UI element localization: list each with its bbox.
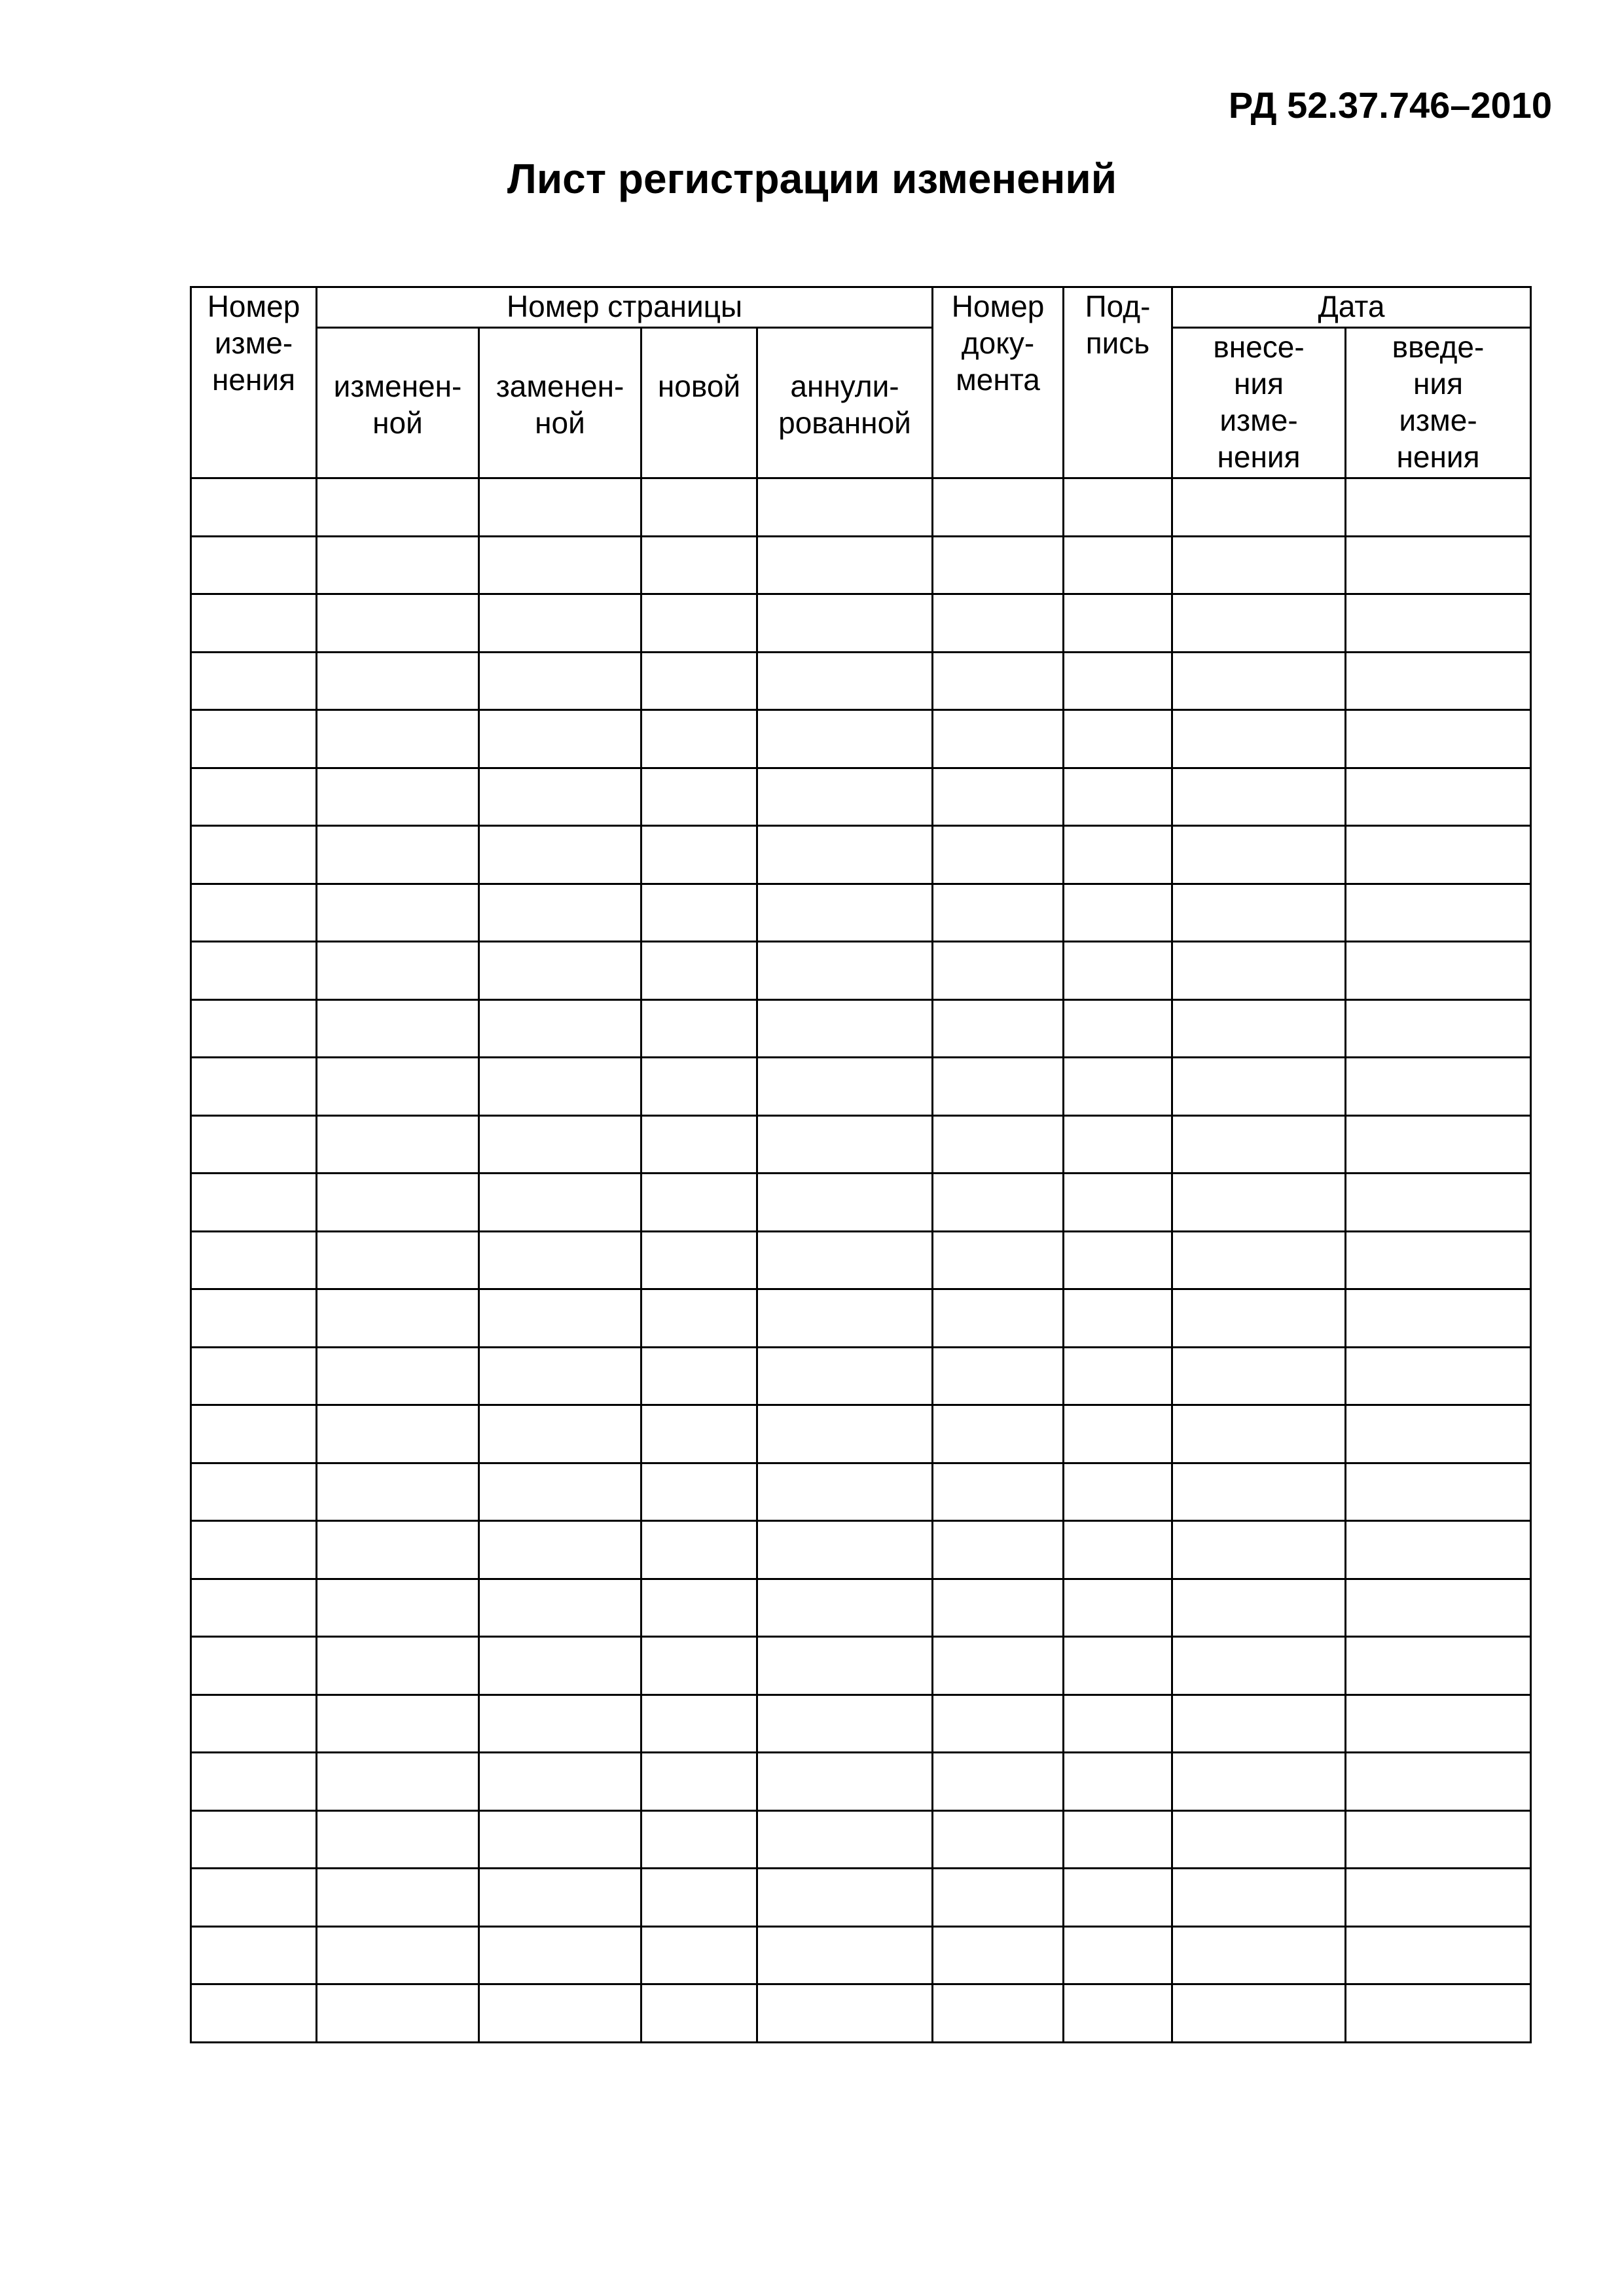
table-cell	[641, 999, 757, 1058]
table-cell	[933, 1984, 1064, 2043]
header-date-effective: введе- ния изме- нения	[1346, 328, 1531, 478]
table-cell	[757, 1405, 933, 1463]
table-cell	[757, 1984, 933, 2043]
table-cell	[1346, 710, 1531, 768]
table-cell	[933, 536, 1064, 594]
table-cell	[317, 710, 479, 768]
table-cell	[1172, 710, 1346, 768]
table-cell	[317, 1289, 479, 1348]
table-cell	[1064, 1521, 1172, 1579]
table-cell	[191, 1579, 317, 1637]
table-cell	[317, 1984, 479, 2043]
table-cell	[479, 1463, 641, 1521]
table-cell	[1172, 478, 1346, 537]
table-cell	[1064, 1058, 1172, 1116]
table-cell	[1064, 594, 1172, 653]
table-cell	[1172, 1637, 1346, 1695]
header-document-number: Номер доку- мента	[933, 287, 1064, 478]
table-cell	[317, 1115, 479, 1174]
table-cell	[1064, 1579, 1172, 1637]
table-cell	[191, 942, 317, 1000]
table-cell	[757, 942, 933, 1000]
table-cell	[1346, 536, 1531, 594]
table-cell	[933, 1753, 1064, 1811]
table-cell	[1346, 1869, 1531, 1927]
table-cell	[757, 1810, 933, 1869]
table-row	[191, 884, 1531, 942]
table-cell	[317, 652, 479, 710]
change-registration-table	[190, 286, 1532, 2043]
table-cell	[191, 1926, 317, 1984]
table-cell	[317, 1231, 479, 1289]
table-row	[191, 1463, 1531, 1521]
table-row	[191, 1984, 1531, 2043]
table-cell	[641, 478, 757, 537]
table-cell	[479, 652, 641, 710]
table-cell	[191, 652, 317, 710]
table-cell	[317, 536, 479, 594]
table-cell	[317, 1347, 479, 1405]
table-row	[191, 1753, 1531, 1811]
table-cell	[757, 1463, 933, 1521]
table-cell	[479, 884, 641, 942]
table-cell	[1172, 536, 1346, 594]
table-cell	[641, 1753, 757, 1811]
table-cell	[1064, 1869, 1172, 1927]
table-cell	[641, 1926, 757, 1984]
table-cell	[1172, 1926, 1346, 1984]
table-cell	[641, 1058, 757, 1116]
table-cell	[757, 1869, 933, 1927]
table-cell	[641, 826, 757, 884]
table-row	[191, 1405, 1531, 1463]
table-cell	[317, 478, 479, 537]
table-cell	[1346, 1347, 1531, 1405]
table-cell	[1172, 826, 1346, 884]
table-cell	[191, 826, 317, 884]
table-cell	[641, 1463, 757, 1521]
table-cell	[317, 826, 479, 884]
table-cell	[479, 1579, 641, 1637]
table-cell	[1346, 1810, 1531, 1869]
header-date-entry: внесе- ния изме- нения	[1172, 328, 1346, 478]
table-row	[191, 1869, 1531, 1927]
table-cell	[479, 1753, 641, 1811]
table-cell	[1064, 1289, 1172, 1348]
table-cell	[933, 1058, 1064, 1116]
table-cell	[479, 1231, 641, 1289]
table-cell	[1346, 942, 1531, 1000]
table-cell	[933, 1869, 1064, 1927]
table-cell	[191, 1058, 317, 1116]
table-cell	[641, 710, 757, 768]
table-cell	[191, 1463, 317, 1521]
table-cell	[757, 1521, 933, 1579]
table-cell	[317, 1695, 479, 1753]
table-cell	[191, 1231, 317, 1289]
table-cell	[1172, 1231, 1346, 1289]
table-cell	[317, 1637, 479, 1695]
table-cell	[1346, 1058, 1531, 1116]
table-cell	[1064, 1753, 1172, 1811]
table-cell	[933, 1637, 1064, 1695]
table-row	[191, 942, 1531, 1000]
table-cell	[1064, 1695, 1172, 1753]
table-cell	[933, 1174, 1064, 1232]
table-cell	[1172, 1289, 1346, 1348]
table-cell	[479, 1347, 641, 1405]
table-cell	[1172, 594, 1346, 653]
table-cell	[757, 1058, 933, 1116]
table-cell	[641, 942, 757, 1000]
table-cell	[317, 1405, 479, 1463]
table-cell	[191, 536, 317, 594]
table-row	[191, 1058, 1531, 1116]
table-cell	[757, 768, 933, 826]
table-cell	[479, 999, 641, 1058]
table-cell	[191, 1637, 317, 1695]
table-cell	[1346, 652, 1531, 710]
table-cell	[641, 1637, 757, 1695]
table-cell	[317, 1926, 479, 1984]
table-row	[191, 1521, 1531, 1579]
table-cell	[1172, 884, 1346, 942]
table-cell	[757, 1579, 933, 1637]
table-body	[191, 478, 1531, 2043]
page-title: Лист регистрации изменений	[507, 155, 1117, 202]
table-cell	[641, 884, 757, 942]
table-cell	[1172, 1174, 1346, 1232]
header-change-number: Номер изме- нения	[191, 287, 317, 478]
table-row	[191, 1115, 1531, 1174]
table-cell	[933, 942, 1064, 1000]
table-cell	[1346, 1579, 1531, 1637]
table-cell	[1064, 942, 1172, 1000]
table-cell	[1064, 1174, 1172, 1232]
table-cell	[191, 884, 317, 942]
table-cell	[191, 1521, 317, 1579]
table-cell	[1172, 1463, 1346, 1521]
table-cell	[191, 999, 317, 1058]
table-row	[191, 1695, 1531, 1753]
table-cell	[933, 768, 1064, 826]
table-row	[191, 768, 1531, 826]
table-cell	[1172, 1405, 1346, 1463]
table-cell	[757, 1695, 933, 1753]
table-cell	[479, 1810, 641, 1869]
table-cell	[479, 1058, 641, 1116]
table-cell	[933, 884, 1064, 942]
table-cell	[641, 1231, 757, 1289]
table-cell	[1172, 652, 1346, 710]
table-cell	[641, 1347, 757, 1405]
table-cell	[479, 1405, 641, 1463]
table-cell	[479, 1289, 641, 1348]
table-cell	[1172, 1058, 1346, 1116]
header-row-2	[191, 328, 1531, 478]
table-cell	[757, 1753, 933, 1811]
table-cell	[479, 1695, 641, 1753]
table-cell	[757, 1637, 933, 1695]
table-row	[191, 478, 1531, 537]
table-cell	[191, 768, 317, 826]
table-cell	[479, 1115, 641, 1174]
table-cell	[1172, 1579, 1346, 1637]
table-cell	[1064, 652, 1172, 710]
table-cell	[1064, 884, 1172, 942]
table-cell	[1064, 478, 1172, 537]
table-cell	[641, 1984, 757, 2043]
table-row	[191, 1810, 1531, 1869]
table-cell	[317, 1869, 479, 1927]
table-cell	[641, 594, 757, 653]
table-cell	[757, 652, 933, 710]
table-cell	[1064, 710, 1172, 768]
table-cell	[757, 536, 933, 594]
table-row	[191, 710, 1531, 768]
table-cell	[933, 1405, 1064, 1463]
table-cell	[479, 1869, 641, 1927]
table-cell	[933, 826, 1064, 884]
table-cell	[1172, 1810, 1346, 1869]
table-cell	[1064, 1347, 1172, 1405]
table-cell	[479, 768, 641, 826]
table-cell	[757, 1347, 933, 1405]
table-row	[191, 826, 1531, 884]
table-cell	[1346, 768, 1531, 826]
table-cell	[317, 768, 479, 826]
table-cell	[1064, 1810, 1172, 1869]
table-cell	[1064, 1637, 1172, 1695]
table-cell	[191, 1347, 317, 1405]
header-cancelled-page: аннули- рованной	[757, 328, 933, 478]
table-cell	[641, 1579, 757, 1637]
table-cell	[1346, 1174, 1531, 1232]
table-cell	[317, 942, 479, 1000]
table-cell	[641, 1521, 757, 1579]
table-cell	[1064, 826, 1172, 884]
document-code: РД 52.37.746–2010	[1228, 84, 1552, 126]
table-cell	[1346, 826, 1531, 884]
table-cell	[1172, 1347, 1346, 1405]
table-cell	[479, 1521, 641, 1579]
table-cell	[1172, 1521, 1346, 1579]
table-cell	[1346, 1115, 1531, 1174]
table-cell	[317, 1174, 479, 1232]
header-row-1	[191, 287, 1531, 328]
table-cell	[933, 1231, 1064, 1289]
table-cell	[933, 1115, 1064, 1174]
table-cell	[191, 1174, 317, 1232]
table-cell	[1346, 1753, 1531, 1811]
table-cell	[1346, 1405, 1531, 1463]
table-cell	[1172, 1115, 1346, 1174]
table-cell	[641, 768, 757, 826]
table-cell	[641, 652, 757, 710]
table-cell	[1346, 1521, 1531, 1579]
table-cell	[191, 1405, 317, 1463]
table-cell	[1346, 1231, 1531, 1289]
table-cell	[641, 1695, 757, 1753]
table-row	[191, 1926, 1531, 1984]
table-cell	[641, 1115, 757, 1174]
table-row	[191, 536, 1531, 594]
table-cell	[933, 1695, 1064, 1753]
header-replaced-page: заменен- ной	[479, 328, 641, 478]
table-cell	[641, 1869, 757, 1927]
table-cell	[933, 999, 1064, 1058]
table-cell	[317, 594, 479, 653]
table-row	[191, 1231, 1531, 1289]
table-cell	[933, 1463, 1064, 1521]
table-cell	[191, 1115, 317, 1174]
table-cell	[1346, 1984, 1531, 2043]
table-row	[191, 999, 1531, 1058]
table-cell	[317, 884, 479, 942]
table-cell	[641, 1289, 757, 1348]
table-cell	[933, 710, 1064, 768]
table-cell	[933, 594, 1064, 653]
table-cell	[479, 536, 641, 594]
table-cell	[641, 1810, 757, 1869]
header-new-page: новой	[641, 328, 757, 478]
table-cell	[1064, 768, 1172, 826]
table-cell	[757, 1289, 933, 1348]
table-cell	[479, 1926, 641, 1984]
table-cell	[1346, 999, 1531, 1058]
table-row	[191, 594, 1531, 653]
table-row	[191, 1579, 1531, 1637]
table-cell	[1346, 478, 1531, 537]
table-cell	[933, 1926, 1064, 1984]
table-cell	[1346, 1289, 1531, 1348]
table-cell	[641, 1405, 757, 1463]
table-cell	[479, 710, 641, 768]
table-cell	[191, 710, 317, 768]
table-cell	[641, 536, 757, 594]
table-cell	[479, 1984, 641, 2043]
table-row	[191, 652, 1531, 710]
table-cell	[479, 1174, 641, 1232]
table-cell	[191, 1753, 317, 1811]
table-cell	[933, 1347, 1064, 1405]
table-cell	[757, 999, 933, 1058]
table-cell	[317, 1521, 479, 1579]
table-cell	[1064, 1115, 1172, 1174]
table-cell	[757, 478, 933, 537]
table-cell	[1346, 1637, 1531, 1695]
table-cell	[1346, 1926, 1531, 1984]
table-row	[191, 1289, 1531, 1348]
table-cell	[191, 1869, 317, 1927]
table-cell	[1346, 1695, 1531, 1753]
table-cell	[757, 1115, 933, 1174]
table-cell	[757, 594, 933, 653]
table-cell	[1172, 1984, 1346, 2043]
table-row	[191, 1637, 1531, 1695]
table-cell	[1064, 536, 1172, 594]
table-cell	[1064, 1463, 1172, 1521]
table-cell	[1064, 1405, 1172, 1463]
table-cell	[757, 710, 933, 768]
table-cell	[1064, 1926, 1172, 1984]
table-cell	[317, 1058, 479, 1116]
table-cell	[479, 594, 641, 653]
table-cell	[1346, 594, 1531, 653]
table-cell	[1172, 1869, 1346, 1927]
table-row	[191, 1174, 1531, 1232]
table-cell	[1064, 999, 1172, 1058]
table-cell	[1064, 1984, 1172, 2043]
table-cell	[757, 1231, 933, 1289]
table-cell	[191, 1695, 317, 1753]
table-cell	[479, 826, 641, 884]
table-cell	[317, 1753, 479, 1811]
table-row	[191, 1347, 1531, 1405]
table-cell	[479, 478, 641, 537]
table-cell	[933, 1810, 1064, 1869]
table-cell	[317, 999, 479, 1058]
table-cell	[479, 942, 641, 1000]
table-cell	[1172, 1753, 1346, 1811]
table-cell	[317, 1810, 479, 1869]
table-cell	[757, 1926, 933, 1984]
table-cell	[191, 478, 317, 537]
table-cell	[757, 1174, 933, 1232]
table-cell	[933, 1521, 1064, 1579]
table-cell	[317, 1579, 479, 1637]
header-changed-page: изменен- ной	[317, 328, 479, 478]
table-cell	[641, 1174, 757, 1232]
table-cell	[1064, 1231, 1172, 1289]
table-cell	[191, 1984, 317, 2043]
table-cell	[933, 1289, 1064, 1348]
table-cell	[933, 478, 1064, 537]
header-signature: Под- пись	[1064, 287, 1172, 478]
header-page-number-group: Номер страницы	[317, 287, 933, 328]
table-cell	[191, 1289, 317, 1348]
table-cell	[1172, 999, 1346, 1058]
table-cell	[191, 1810, 317, 1869]
table-cell	[1172, 1695, 1346, 1753]
table-cell	[191, 594, 317, 653]
table-cell	[1172, 768, 1346, 826]
table-cell	[1172, 942, 1346, 1000]
table-cell	[933, 1579, 1064, 1637]
header-date-group: Дата	[1172, 287, 1531, 328]
table-cell	[757, 826, 933, 884]
table-cell	[479, 1637, 641, 1695]
table-cell	[1346, 884, 1531, 942]
table-cell	[1346, 1463, 1531, 1521]
table-cell	[933, 652, 1064, 710]
table-cell	[757, 884, 933, 942]
table-cell	[317, 1463, 479, 1521]
